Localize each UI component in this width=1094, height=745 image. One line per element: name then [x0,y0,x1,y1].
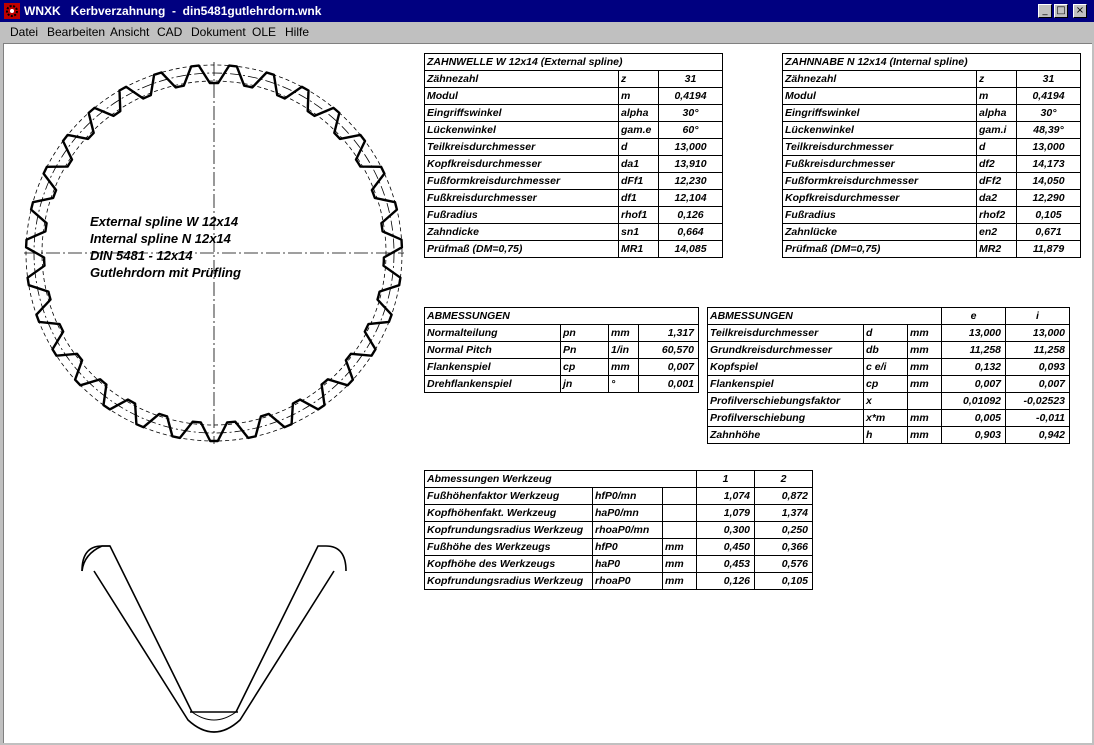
symbol-cell: MR2 [977,241,1017,258]
symbol-cell: z [977,71,1017,88]
param-name-cell: Normal Pitch [425,342,561,359]
symbol-cell: m [977,88,1017,105]
value-cell: 13,000 [659,139,723,156]
param-name-cell: Kopfhöhe des Werkzeugs [425,556,593,573]
table-row [425,325,699,342]
value-cell: 0,671 [1017,224,1081,241]
menu-ole[interactable]: OLE [252,25,277,39]
param-name-cell: Teilkreisdurchmesser [425,139,619,156]
spline-drawing [4,44,424,743]
symbol-cell: mm [908,359,942,376]
document-area [3,43,1092,743]
dimensions-table-1 [424,307,699,393]
param-name-cell: Zahnhöhe [708,427,864,444]
value-cell: 31 [659,71,723,88]
table-row [708,427,1070,444]
symbol-cell: cp [561,359,609,376]
column-2-header: 2 [755,471,813,488]
symbol-cell: mm [908,410,942,427]
value-cell: 0,093 [1006,359,1070,376]
symbol-cell: hfP0 [593,539,663,556]
param-name-cell: Kopfhöhenfakt. Werkzeug [425,505,593,522]
param-name-cell: Drehflankenspiel [425,376,561,393]
symbol-cell: z [619,71,659,88]
table-row [708,376,1070,393]
value-cell: 0,576 [755,556,813,573]
table-row [708,342,1070,359]
table-row [425,556,813,573]
internal-spline-table-body [783,54,1081,258]
value-cell: 0,250 [755,522,813,539]
symbol-cell: m [619,88,659,105]
param-name-cell: Fußhöhenfaktor Werkzeug [425,488,593,505]
table-row [425,376,699,393]
symbol-cell: pn [561,325,609,342]
value-cell: 1,317 [639,325,699,342]
symbol-cell: x*m [864,410,908,427]
table-row [425,156,723,173]
symbol-cell: jn [561,376,609,393]
app-gear-icon[interactable] [4,3,20,19]
table-row [425,522,813,539]
value-cell: 13,000 [1006,325,1070,342]
drawing-label-line3: DIN 5481 - 12x14 [90,248,193,263]
dimensions-table-2-header: ABMESSUNGEN [708,308,942,325]
param-name-cell: Kopfkreisdurchmesser [425,156,619,173]
value-cell: 12,290 [1017,190,1081,207]
symbol-cell: alpha [619,105,659,122]
table-row [425,241,723,258]
table-row [783,190,1081,207]
value-cell: 0,105 [755,573,813,590]
symbol-cell: MR1 [619,241,659,258]
param-name-cell: Grundkreisdurchmesser [708,342,864,359]
menu-bar [0,22,1094,42]
param-name-cell: Fußkreisdurchmesser [425,190,619,207]
param-name-cell: Eingriffswinkel [425,105,619,122]
symbol-cell: rhoaP0 [593,573,663,590]
symbol-cell: rhoaP0/mn [593,522,663,539]
table-row [425,359,699,376]
column-1-header: 1 [697,471,755,488]
value-cell: 14,173 [1017,156,1081,173]
table-row [425,139,723,156]
param-name-cell: Kopfrundungsradius Werkzeug [425,522,593,539]
menu-hilfe[interactable]: Hilfe [285,25,310,39]
param-name-cell: Fußhöhe des Werkzeugs [425,539,593,556]
symbol-cell: Pn [561,342,609,359]
internal-spline-table [782,53,1081,258]
param-name-cell: Kopfkreisdurchmesser [783,190,977,207]
symbol-cell: df1 [619,190,659,207]
table-header-row [425,471,813,488]
symbol-cell: ° [609,376,639,393]
symbol-cell: h [864,427,908,444]
value-cell: 0,132 [942,359,1006,376]
value-cell: 12,230 [659,173,723,190]
value-cell: -0,011 [1006,410,1070,427]
tool-table-header: Abmessungen Werkzeug [425,471,697,488]
param-name-cell: Teilkreisdurchmesser [783,139,977,156]
value-cell: 48,39° [1017,122,1081,139]
value-cell: 60,570 [639,342,699,359]
value-cell: 0,126 [659,207,723,224]
value-cell: 30° [1017,105,1081,122]
table-row [425,173,723,190]
maximize-button[interactable]: □ [1054,4,1068,18]
table-row [425,105,723,122]
table-row [425,207,723,224]
drawing-label-line1: External spline W 12x14 [90,214,239,229]
value-cell: 1,074 [697,488,755,505]
value-cell: 0,007 [639,359,699,376]
param-name-cell: Normalteilung [425,325,561,342]
symbol-cell: x [864,393,908,410]
symbol-cell: mm [663,556,697,573]
table-row [783,88,1081,105]
symbol-cell [663,522,697,539]
symbol-cell: rhof1 [619,207,659,224]
symbol-cell: gam.e [619,122,659,139]
symbol-cell: mm [908,427,942,444]
value-cell: 13,000 [942,325,1006,342]
param-name-cell: Profilverschiebungsfaktor [708,393,864,410]
table-row [708,410,1070,427]
symbol-cell: hfP0/mn [593,488,663,505]
internal-table-header: ZAHNNABE N 12x14 (Internal spline) [783,54,1081,71]
table-header-row [425,308,699,325]
table-row [783,71,1081,88]
external-table-header: ZAHNWELLE W 12x14 (External spline) [425,54,723,71]
value-cell: 0,007 [942,376,1006,393]
symbol-cell: gam.i [977,122,1017,139]
symbol-cell: mm [908,376,942,393]
param-name-cell: Kopfspiel [708,359,864,376]
table-row [708,393,1070,410]
value-cell: 0,4194 [1017,88,1081,105]
menu-cad[interactable]: CAD [157,25,183,39]
symbol-cell [908,393,942,410]
param-name-cell: Lückenwinkel [783,122,977,139]
value-cell: 0,4194 [659,88,723,105]
symbol-cell: mm [663,539,697,556]
symbol-cell: da1 [619,156,659,173]
value-cell: 30° [659,105,723,122]
menu-datei[interactable]: Datei [10,25,39,39]
value-cell: 1,374 [755,505,813,522]
table-row [425,71,723,88]
window-title: WNXK Kerbverzahnung - din5481gutlehrdorn.wnk [24,4,322,18]
table-row [425,190,723,207]
param-name-cell: Fußradius [783,207,977,224]
param-name-cell: Zähnezahl [425,71,619,88]
menu-bearbeiten[interactable]: Bearbeiten [47,25,106,39]
value-cell: 0,105 [1017,207,1081,224]
table-row [425,88,723,105]
symbol-cell: d [977,139,1017,156]
param-name-cell: Profilverschiebung [708,410,864,427]
value-cell: 60° [659,122,723,139]
value-cell: 1,079 [697,505,755,522]
symbol-cell [663,505,697,522]
symbol-cell: sn1 [619,224,659,241]
tool-dimensions-table [424,470,813,590]
symbol-cell: rhof2 [977,207,1017,224]
symbol-cell: haP0/mn [593,505,663,522]
menu-ansicht[interactable]: Ansicht [110,25,150,39]
value-cell: 0,903 [942,427,1006,444]
close-button[interactable]: × [1073,4,1087,18]
value-cell: 0,001 [639,376,699,393]
symbol-cell: cp [864,376,908,393]
table-row [783,105,1081,122]
symbol-cell: mm [609,325,639,342]
symbol-cell: da2 [977,190,1017,207]
value-cell: 0,007 [1006,376,1070,393]
table-row [783,122,1081,139]
table-row [425,488,813,505]
title-bar [0,0,1094,22]
param-name-cell: Zähnezahl [783,71,977,88]
param-name-cell: Prüfmaß (DM=0,75) [425,241,619,258]
value-cell: 11,258 [1006,342,1070,359]
value-cell: 0,872 [755,488,813,505]
dimensions-table-2-body [708,308,1070,444]
table-row [783,139,1081,156]
table-row [708,325,1070,342]
table-header-row [425,54,723,71]
param-name-cell: Fußkreisdurchmesser [783,156,977,173]
value-cell: 0,942 [1006,427,1070,444]
symbol-cell: 1/in [609,342,639,359]
param-name-cell: Lückenwinkel [425,122,619,139]
value-cell: 11,879 [1017,241,1081,258]
table-row [783,173,1081,190]
value-cell: 0,366 [755,539,813,556]
param-name-cell: Kopfrundungsradius Werkzeug [425,573,593,590]
value-cell: 13,910 [659,156,723,173]
symbol-cell: df2 [977,156,1017,173]
value-cell: 0,664 [659,224,723,241]
table-row [425,573,813,590]
tool-dimensions-table-body [425,471,813,590]
symbol-cell: mm [663,573,697,590]
value-cell: 11,258 [942,342,1006,359]
param-name-cell: Modul [425,88,619,105]
value-cell: 14,085 [659,241,723,258]
param-name-cell: Fußradius [425,207,619,224]
dimensions-table-1-body [425,308,699,393]
value-cell: 0,126 [697,573,755,590]
param-name-cell: Zahnlücke [783,224,977,241]
value-cell: 0,01092 [942,393,1006,410]
gear-drawing [24,62,404,444]
table-row [708,359,1070,376]
value-cell: 0,453 [697,556,755,573]
value-cell: 0,450 [697,539,755,556]
param-name-cell: Flankenspiel [425,359,561,376]
table-row [783,241,1081,258]
param-name-cell: Teilkreisdurchmesser [708,325,864,342]
value-cell: 14,050 [1017,173,1081,190]
table-header-row [783,54,1081,71]
symbol-cell: dFf2 [977,173,1017,190]
param-name-cell: Fußformkreisdurchmesser [783,173,977,190]
value-cell: 31 [1017,71,1081,88]
drawing-label-line2: Internal spline N 12x14 [90,231,231,246]
drawing-label-line4: Gutlehrdorn mit Prüfling [90,265,241,280]
symbol-cell: d [864,325,908,342]
table-header-row [708,308,1070,325]
dimensions-table-1-header: ABMESSUNGEN [425,308,699,325]
param-name-cell: Flankenspiel [708,376,864,393]
table-row [783,207,1081,224]
value-cell: 0,300 [697,522,755,539]
menu-dokument[interactable]: Dokument [191,25,246,39]
symbol-cell: c e/i [864,359,908,376]
table-row [425,539,813,556]
table-row [425,505,813,522]
minimize-button[interactable]: _ [1038,4,1052,18]
symbol-cell: en2 [977,224,1017,241]
value-cell: -0,02523 [1006,393,1070,410]
param-name-cell: Fußformkreisdurchmesser [425,173,619,190]
dimensions-table-2 [707,307,1070,444]
external-spline-table-body [425,54,723,258]
value-cell: 13,000 [1017,139,1081,156]
table-row [783,156,1081,173]
symbol-cell: alpha [977,105,1017,122]
param-name-cell: Modul [783,88,977,105]
symbol-cell: dFf1 [619,173,659,190]
column-e-header: e [942,308,1006,325]
table-row [425,342,699,359]
symbol-cell: haP0 [593,556,663,573]
symbol-cell: mm [609,359,639,376]
table-row [425,122,723,139]
symbol-cell: mm [908,325,942,342]
param-name-cell: Prüfmaß (DM=0,75) [783,241,977,258]
value-cell: 12,104 [659,190,723,207]
symbol-cell: d [619,139,659,156]
tool-profile-drawing [82,546,346,732]
param-name-cell: Zahndicke [425,224,619,241]
value-cell: 0,005 [942,410,1006,427]
table-row [783,224,1081,241]
external-spline-table [424,53,723,258]
table-row [425,224,723,241]
symbol-cell: mm [908,342,942,359]
param-name-cell: Eingriffswinkel [783,105,977,122]
symbol-cell [663,488,697,505]
symbol-cell: db [864,342,908,359]
column-i-header: i [1006,308,1070,325]
